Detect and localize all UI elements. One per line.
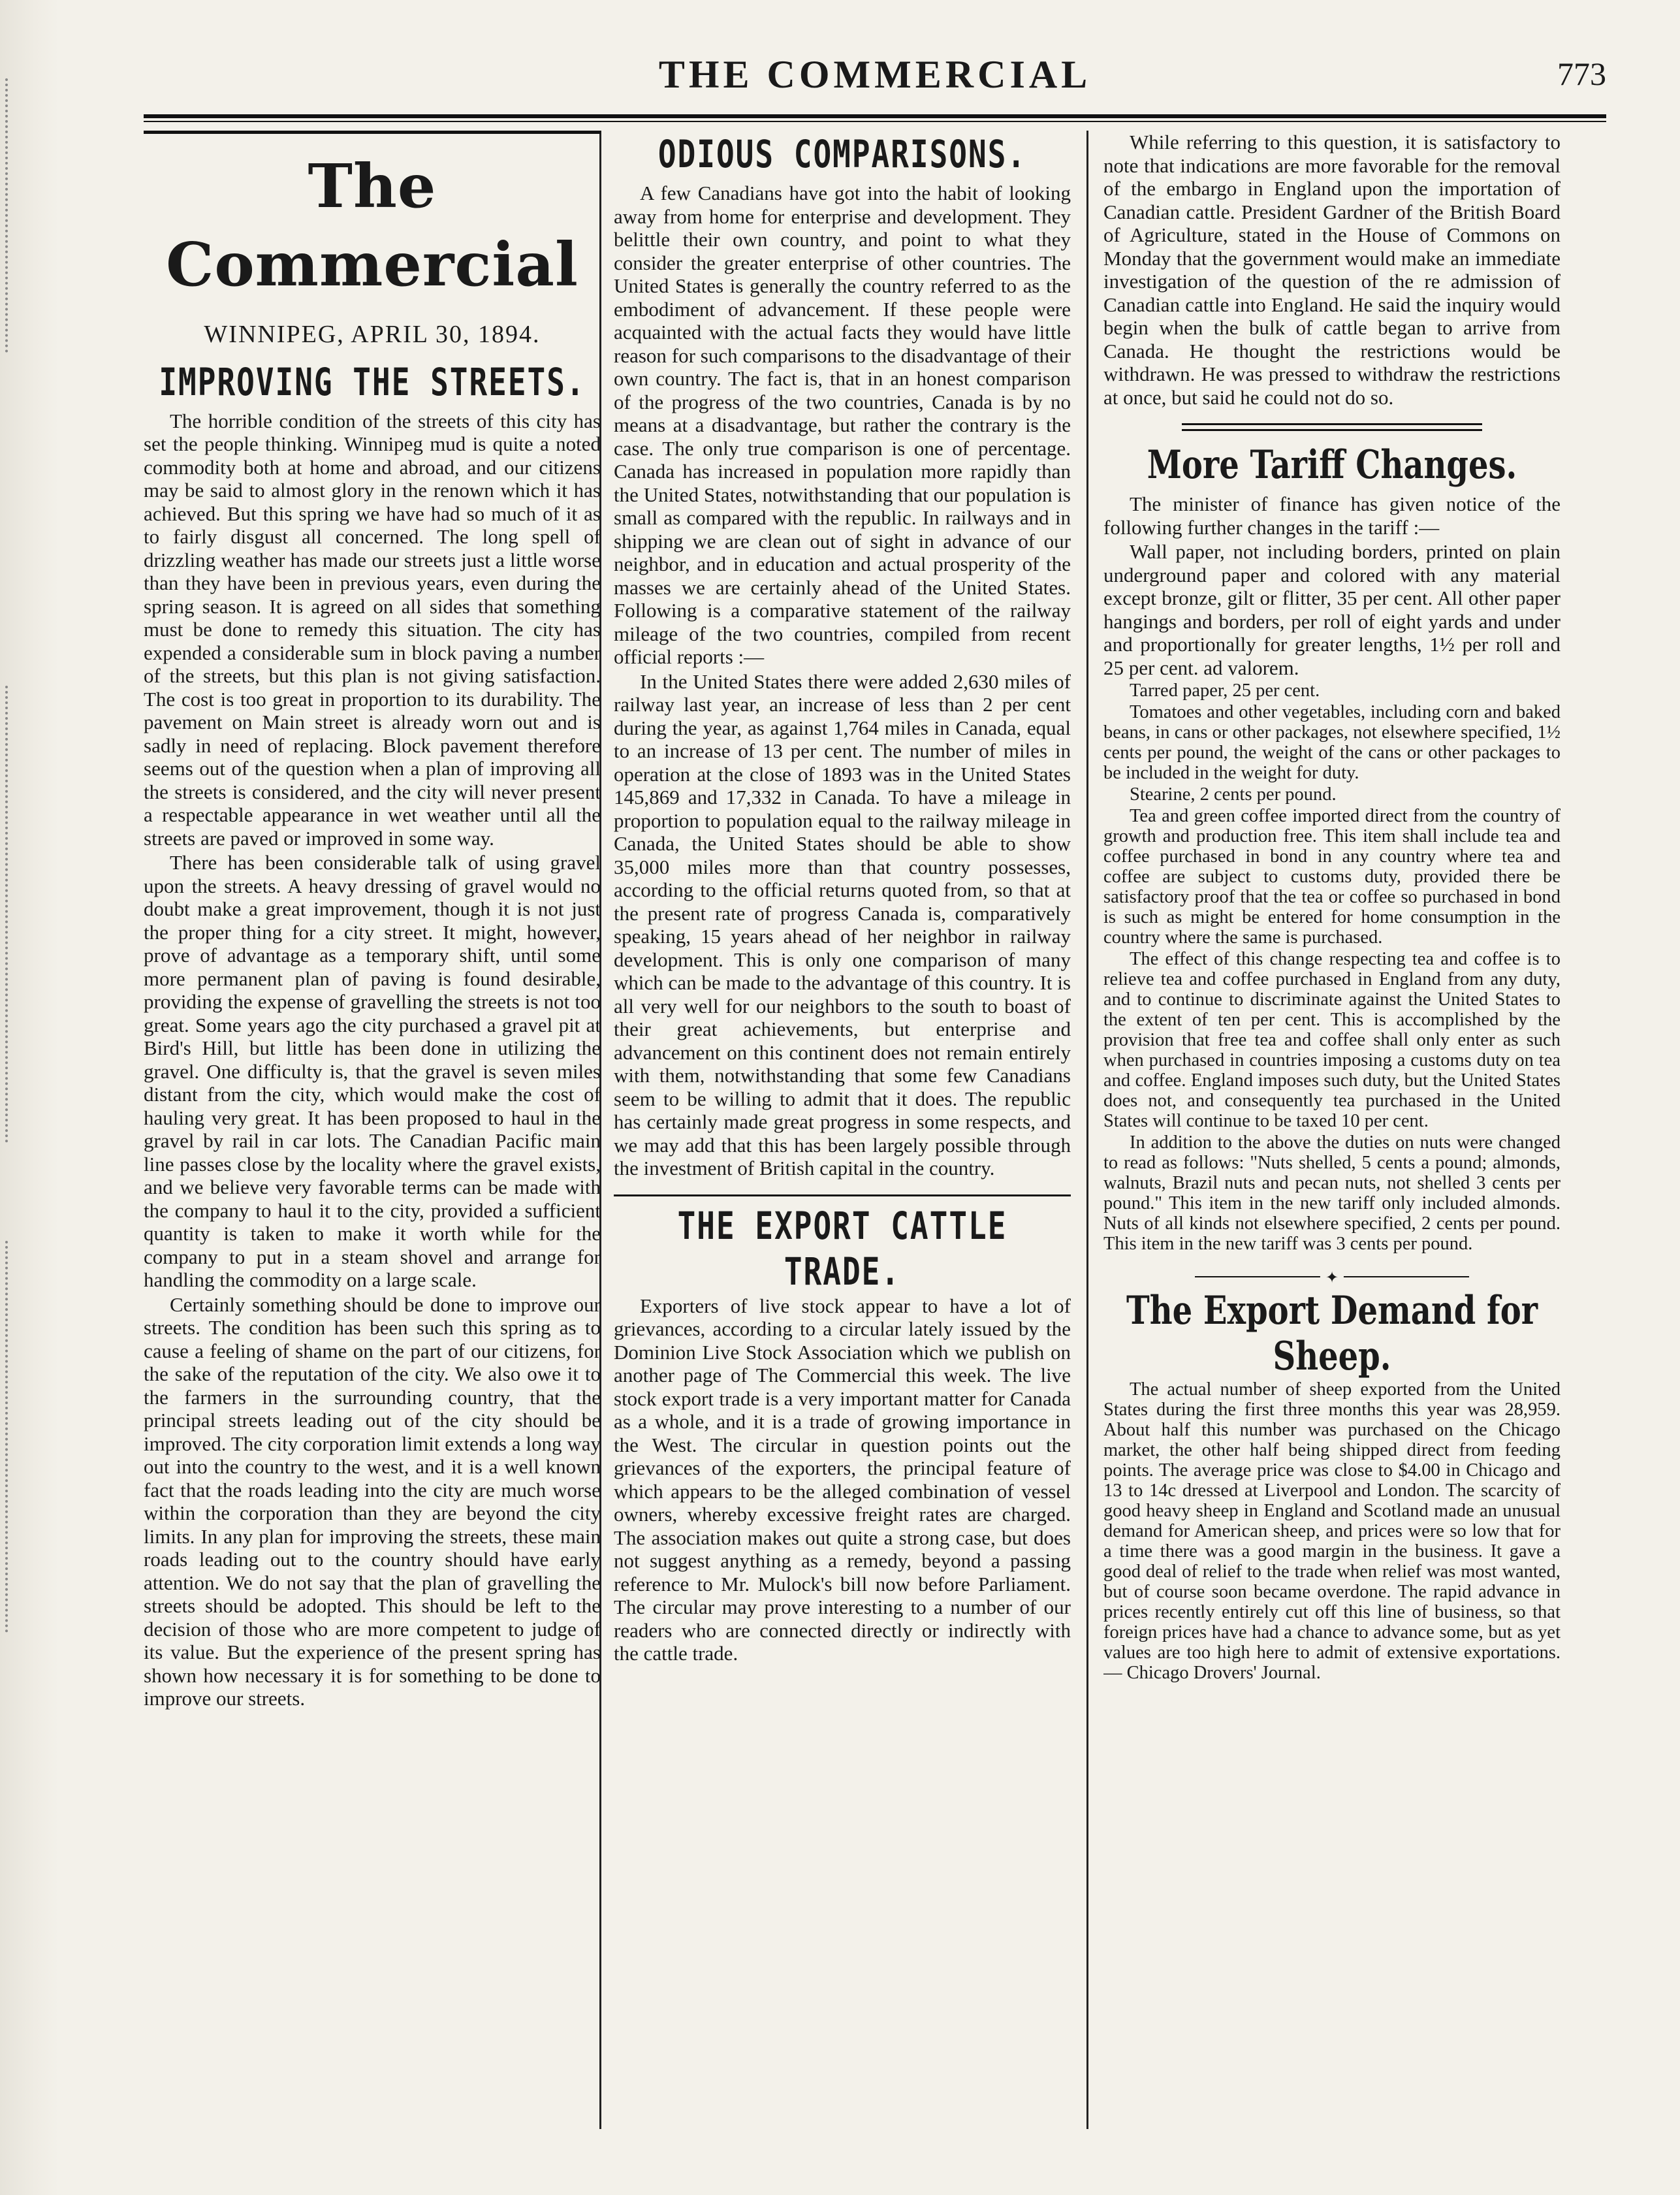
article-paragraph: Exporters of live stock appear to have a lot of grievances, according to a circular lately issued by the Dominion Live Stock Association which we publish on another page of The Commercial this week. The live stock export trade is a very important matter for Canada as a whole, and it is a trade of growing importance in the West. The circular in question points out the grievances of the exporters, the principal feature of which appears to be the alleged combination of vessel owners, whereby excessive freight rates are charged. The association makes out quite a strong case, but does not suggest anything as a remedy, beyond a passing reference to Mr. Mulock's bill now before Parliament. The circular may prove interesting to a number of our readers who are connected directly or indirectly with the cattle trade.	[614, 1294, 1071, 1665]
edge-speckle	[5, 686, 34, 1143]
running-head-title: THE COMMERCIAL	[658, 53, 1092, 96]
article-paragraph: Certainly something should be done to improve our streets. The condition has been such this spring as to cause a feeling of shame on the part of our citizens, for the sake of the reputation of the city. We also owe it to the farmers in the surrounding country, that the principal streets leading out of the city should be improved. The city corporation limit extends a long way out into the country to the west, and it is a well known fact that the roads leading into the city are much worse within the corporation than they are beyond the city limits. In any plan for improving the streets, these main roads leading out to the country should have early attention. We do not say that the plan of gravelling the streets should be adopted. This should be left to the decision of those who are more competent to judge of its value. But the experience of the present spring has shown how necessary it is for something to be done to improve our streets.	[144, 1292, 601, 1710]
article-paragraph: The actual number of sheep exported from the United States during the first three months this year was 28,959. About half this number was purchased on the Chicago market, the other half being shipped direct from feeding points. The average price was close to $4.00 in Chicago and 13 to 14c dressed at Liverpool and London. The scarcity of good heavy sheep in England and Scotland made an unusual demand for American sheep, and prices were so low that for a time there was a good margin in the business. It gave a good deal of relief to the trade when relief was most wanted, but of course soon became overdone. The rapid advance in prices recently entirely cut off this line of business, so that foreign prices have had a chance to advance some, but as yet values are too high here to admit of extensive exportations. — Chicago Drovers' Journal.	[1103, 1379, 1561, 1683]
tariff-item: Tomatoes and other vegetables, including corn and baked beans, in cans or other packages, not elsewhere specified, 1½ cents per pound, the weight of the cans or other packages to be included in the weight for duty.	[1103, 702, 1561, 783]
article-paragraph: While referring to this question, it is satisfactory to note that indications are more favorable for the removal of the embargo in England upon the importation of Canadian cattle. President Gardner of the British Board of Agriculture, stated in the House of Commons on Monday that the government would make an immediate investigation of the question of the re admission of Canadian cattle into England. He said the inquiry would begin when the bulk of cattle began to arrive from Canada. He thought the restrictions would be withdrawn. He was pressed to withdraw the restrictions at once, but said he could not do so.	[1103, 131, 1561, 409]
article-heading-export-cattle-trade: THE EXPORT CATTLE TRADE.	[677, 1203, 1007, 1294]
article-paragraph: The horrible condition of the streets of this city has set the people thinking. Winnipeg mud is quite a noted commodity both at home and abroad, and our citizens may be said to almost glory in the renown which it has achieved. But this spring we have had so much of it as to fairly disgust all concerned. The long spell of drizzling weather has made our streets just a little worse than they have been in previous years, even during the spring season. It is agreed on all sides that something must be done to remedy this situation. The city has expended a considerable sum in block paving a number of the streets, but this plan is not giving satisfaction. The cost is too great in proportion to its durability. The pavement on Main street is already worn out and is sadly in need of replacing. Block pavement therefore seems out of the question when a plan of improving all the streets is considered, and the city will never present a respectable appearance in wet weather until all the streets are paved or improved in some way.	[144, 409, 601, 850]
column-1	[144, 131, 601, 2162]
ornament-icon: ✦	[1320, 1267, 1344, 1290]
article-heading-improving-streets: IMPROVING THE STREETS.	[159, 359, 586, 404]
tariff-item: Stearine, 2 cents per pound.	[1130, 784, 1337, 805]
page-number: 773	[1557, 56, 1606, 92]
column-top-rule	[144, 131, 601, 134]
article-paragraph: There has been considerable talk of using gravel upon the streets. A heavy dressing of gravel would no doubt make a great improvement, though it is not just the proper thing for a city street. It might, however, prove of advantage as a temporary shift, until some more permanent plan of paving is found desirable, providing the expense of gravelling the streets is not too great. Some years ago the city purchased a gravel pit at Bird's Hill, but little has been done in utilizing the gravel. One difficulty is, that the gravel is seven miles distant from the city, which would make the cost of hauling very great. It has been proposed to haul in the gravel by rail in car lots. The Canadian Pacific main line passes close by the locality where the gravel exists, and we believe very favorable terms can be made with the company to haul it to the city, provided a sufficient quantity is taken to make it worth while for the company to put in a steam shovel and arrange for handling the commodity on a large scale.	[144, 851, 601, 1291]
dateline: WINNIPEG, APRIL 30, 1894.	[204, 321, 541, 348]
running-head	[144, 46, 1606, 104]
article-separator	[1195, 1270, 1469, 1287]
column-2	[614, 131, 1071, 2162]
edge-speckle	[5, 1241, 34, 1633]
tariff-item: The effect of this change respecting tea and coffee is to relieve tea and coffee purchased in England from any duty, and to continue to discriminate against the United States to the extent of ten per cent. This is accomplished by the provision that free tea and coffee shall only enter as such when purchased in countries imposing a customs duty on tea and coffee. England imposes such duty, but the United States does not, and consequently tea purchased in the United States will continue to be taxed 10 per cent.	[1103, 949, 1561, 1131]
tariff-item: Tea and green coffee imported direct from the country of growth and production free. This item shall include tea and coffee purchased in bond in any country where tea and coffee are subject to customs duty, provided there be satisfactory proof that the tea or coffee so purchased in bond is such as might be entered for home consumption in the country where the same is purchased.	[1103, 806, 1561, 948]
article-heading-export-demand-sheep: The Export Demand for Sheep.	[1126, 1288, 1538, 1379]
header-rule	[144, 114, 1606, 122]
edge-speckle	[5, 78, 34, 353]
article-separator	[1182, 423, 1482, 431]
article-paragraph: In the United States there were added 2,630 miles of railway last year, an increase of less than 2 per cent during the year, as against 1,764 miles in Canada, equal to an increase of 13 per cent. The number of miles in operation at the close of 1893 was in the United States 145,869 and 17,332 in Canada. To have a mileage in proportion to population equal to the railway mileage in Canada, the United States should be able to show 35,000 miles more than that country possesses, according to the official returns quoted from, so that at the present rate of progress Canada is, comparatively speaking, 15 years ahead of her neighbor in railway development. This is only one comparison of many which can be made to the advantage of this country. It is all very well for our neighbors to the south to boast of their great achievements, but enterprise and advancement on this continent does not remain entirely with them, notwithstanding that some few Canadians seem to be willing to admit that it does. The republic has certainly made great progress in some respects, and we may add that this has been largely possible through the investment of British capital in the country.	[614, 669, 1071, 1179]
scanned-page-edge	[0, 0, 59, 2195]
article-heading-odious-comparisons: ODIOUS COMPARISONS.	[658, 132, 1027, 176]
article-paragraph: Wall paper, not including borders, printed on plain underground paper and colored with any material except bronze, gilt or flitter, 35 per cent. All other paper hangings and borders, per roll of eight yards and under and proportionally for greater lengths, 1½ per roll and 25 per cent. ad valorem.	[1103, 540, 1561, 679]
column-divider	[1086, 131, 1088, 2129]
article-paragraph: The minister of finance has given notice of the following further changes in the tariff :—	[1103, 492, 1561, 539]
article-heading-tariff-changes: More Tariff Changes.	[1147, 442, 1517, 488]
tariff-item: In addition to the above the duties on nuts were changed to read as follows: "Nuts shelled, 5 cents a pound; almonds, walnuts, Brazil nuts and pecan nuts, not shelled 3 cents per pound." This item in the new tariff only included almonds. Nuts of all kinds not elsewhere specified, 2 cents per pound. This item in the new tariff was 3 cents per pound.	[1103, 1132, 1561, 1254]
column-3	[1103, 131, 1561, 2162]
paper-title: The Commercial	[166, 151, 578, 300]
article-paragraph: A few Canadians have got into the habit of looking away from home for enterprise and development. They belittle their own country, and point to what they consider the greater enterprise of other countries. The United States is generally the country referred to as the embodiment of advancement. If these people were acquainted with the actual facts they would have little reason for such comparisons to the disadvantage of their own country. The fact is, that in an honest comparison of the progress of the two countries, Canada is by no means at a disadvantage, but rather the contrary is the case. The only true comparison is one of percentage. Canada has increased in population more rapidly than the United States, notwithstanding that our population is small as compared with the republic. In railways and in shipping we are clean out of sight in advance of our neighbor, and in education and actual prosperity of the masses we are certainly ahead of the United States. Following is a comparative statement of the railway mileage of the two countries, compiled from recent official reports :—	[614, 182, 1071, 668]
tariff-item: Tarred paper, 25 per cent.	[1130, 681, 1320, 701]
article-separator	[614, 1194, 1071, 1196]
